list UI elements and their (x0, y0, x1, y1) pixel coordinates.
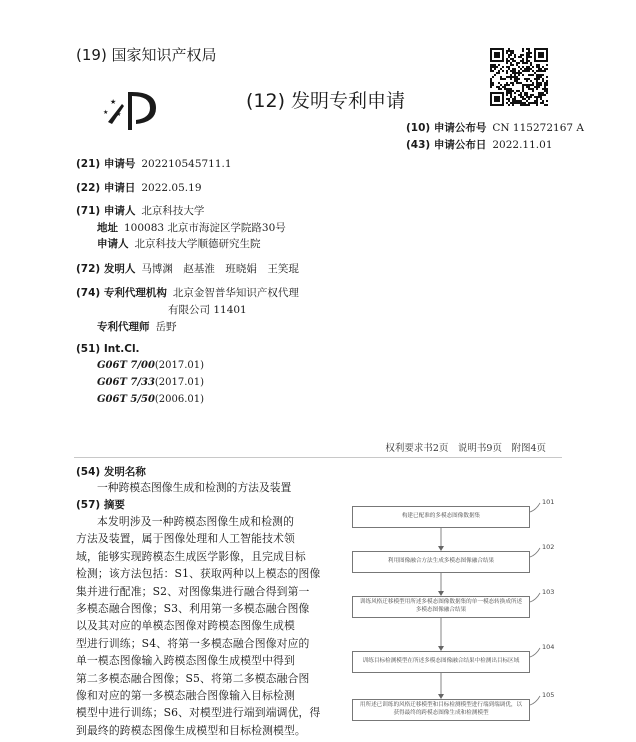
applicant-label: (71) 申请人 (76, 205, 136, 217)
address-label: 地址 (97, 222, 118, 234)
flowchart-step-tag: 101 (542, 498, 555, 506)
cnipa-logo (100, 86, 164, 134)
flowchart-leader-line (530, 593, 540, 602)
applicant-row (76, 203, 204, 218)
flowchart-leader-line (530, 548, 540, 557)
title-label-row (76, 464, 146, 479)
applicant: 北京科技大学 (141, 205, 205, 217)
ipc-year: (2017.01) (154, 360, 205, 371)
publication-number-row (406, 120, 584, 135)
svg-text:★: ★ (116, 111, 122, 118)
inventors: 马博渊 赵基淮 班晓娟 王笑琨 (141, 263, 299, 275)
publication-number: CN 115272167 A (492, 122, 584, 134)
publication-number-label: (10) 申请公布号 (406, 122, 487, 134)
abstract-line: 方法及装置，属于图像处理和人工智能技术领 (76, 532, 295, 546)
address-row (97, 220, 286, 235)
abstract-label: (57) 摘要 (76, 499, 125, 511)
abstract-line: 域，能够实现跨模态生成医学影像，且完成目标 (76, 549, 306, 563)
svg-text:★: ★ (103, 109, 109, 116)
intcl-label-text: (51) Int.Cl. (76, 343, 140, 355)
abstract-line: 集并进行配准；S2、对图像集进行融合得到第一 (76, 584, 310, 598)
flowchart-leader-line (530, 648, 540, 657)
agency-line1: 北京金智普华知识产权代理 (172, 287, 299, 299)
qr-code-icon (490, 48, 548, 106)
abstract-line: 本发明涉及一种跨模态图像生成和检测的 (97, 515, 295, 528)
abstract-line: 以及其对应的单模态图像对跨模态图像生成模 (76, 619, 295, 633)
inventors-row (76, 261, 299, 276)
filing-date-row (76, 180, 202, 195)
abstract-line: 型进行训练；S4、将第一多模态融合图像对应的 (76, 636, 310, 650)
abstract-line: 到最终的跨模态图像生成模型和目标检测模型。 (76, 723, 306, 737)
flowchart-step: 训练风格迁移模型用所述多模态图像数据集的单一模态转换成所述多模态图像融合结果 (352, 596, 530, 618)
applicant2-row (97, 236, 261, 251)
ipc-code: G06T 7/00 (97, 360, 155, 371)
ipc-year: (2017.01) (154, 377, 205, 388)
flowchart-step: 训练目标检测模型在所述多模态图像融合结果中检测出目标区域 (352, 651, 530, 673)
agency-line2: 有限公司 11401 (168, 304, 247, 316)
publication-date-row (406, 137, 553, 152)
abstract-line: 第二多模态融合图像；S5、将第二多模态融合图 (76, 671, 310, 685)
ipc-entry (97, 377, 204, 388)
applicant2: 北京科技大学顺德研究生院 (134, 238, 261, 250)
flowchart-step-tag: 103 (542, 588, 555, 596)
ipc-code: G06T 7/33 (97, 377, 155, 388)
flowchart-step: 构建已配准的多模态图像数据集 (352, 506, 530, 528)
filing-date: 2022.05.19 (141, 182, 202, 194)
document-type: (12) 发明专利申请 (246, 90, 406, 112)
office-name: (19) 国家知识产权局 (76, 46, 217, 64)
flowchart-leader-line (530, 503, 540, 512)
flowchart-step: 用所述已训练的风格迁移模型和目标检测模型进行端到端调优，以获得最终的跨模态图像生成和检测模型 (352, 699, 530, 721)
abstract-line: 多模态融合图像；S3、利用第一多模态融合图像 (76, 602, 310, 615)
agent: 岳野 (155, 321, 177, 333)
abstract-line: 单一模态图像输入跨模态图像生成模型中得到 (76, 654, 295, 668)
flowchart-step-tag: 102 (542, 543, 555, 551)
publication-date-label: (43) 申请公布日 (406, 139, 487, 151)
abstract-line: 像和对应的第一多模态融合图像输入目标检测 (76, 689, 295, 702)
page-counts: 权利要求书2页 说明书9页 附图4页 (385, 443, 546, 454)
divider (74, 457, 562, 458)
flowchart-step-tag: 105 (542, 691, 555, 699)
ipc-entry (97, 394, 204, 405)
agency-row (76, 285, 299, 300)
flowchart-step-tag: 104 (542, 643, 555, 651)
abstract-line: 检测；该方法包括：S1、获取两种以上模态的图像 (76, 567, 321, 581)
ipc-code: G06T 5/50 (97, 394, 155, 405)
agent-label: 专利代理师 (97, 321, 150, 333)
application-number-row (76, 156, 232, 171)
svg-text:★: ★ (110, 98, 117, 106)
agency-label: (74) 专利代理机构 (76, 287, 167, 299)
applicant2-label: 申请人 (97, 238, 129, 250)
application-number-label: (21) 申请号 (76, 158, 136, 170)
abstract-label-row (76, 497, 125, 512)
intcl-label (76, 343, 140, 355)
inventors-label: (72) 发明人 (76, 263, 136, 275)
agent-row (97, 319, 177, 334)
address: 100083 北京市海淀区学院路30号 (124, 222, 286, 234)
publication-date: 2022.11.01 (492, 139, 553, 151)
application-number: 202210545711.1 (141, 158, 232, 170)
flowchart-step: 利用图像融合方法生成多模态图像融合结果 (352, 551, 530, 573)
title-label: (54) 发明名称 (76, 466, 146, 478)
invention-title: 一种跨模态图像生成和检测的方法及装置 (97, 481, 292, 494)
filing-date-label: (22) 申请日 (76, 182, 136, 194)
ipc-year: (2006.01) (154, 394, 205, 405)
abstract-line: 模型中进行训练；S6、对模型进行端到端调优，得 (76, 706, 321, 720)
ipc-entry (97, 360, 204, 371)
flowchart-leader-line (530, 696, 540, 705)
